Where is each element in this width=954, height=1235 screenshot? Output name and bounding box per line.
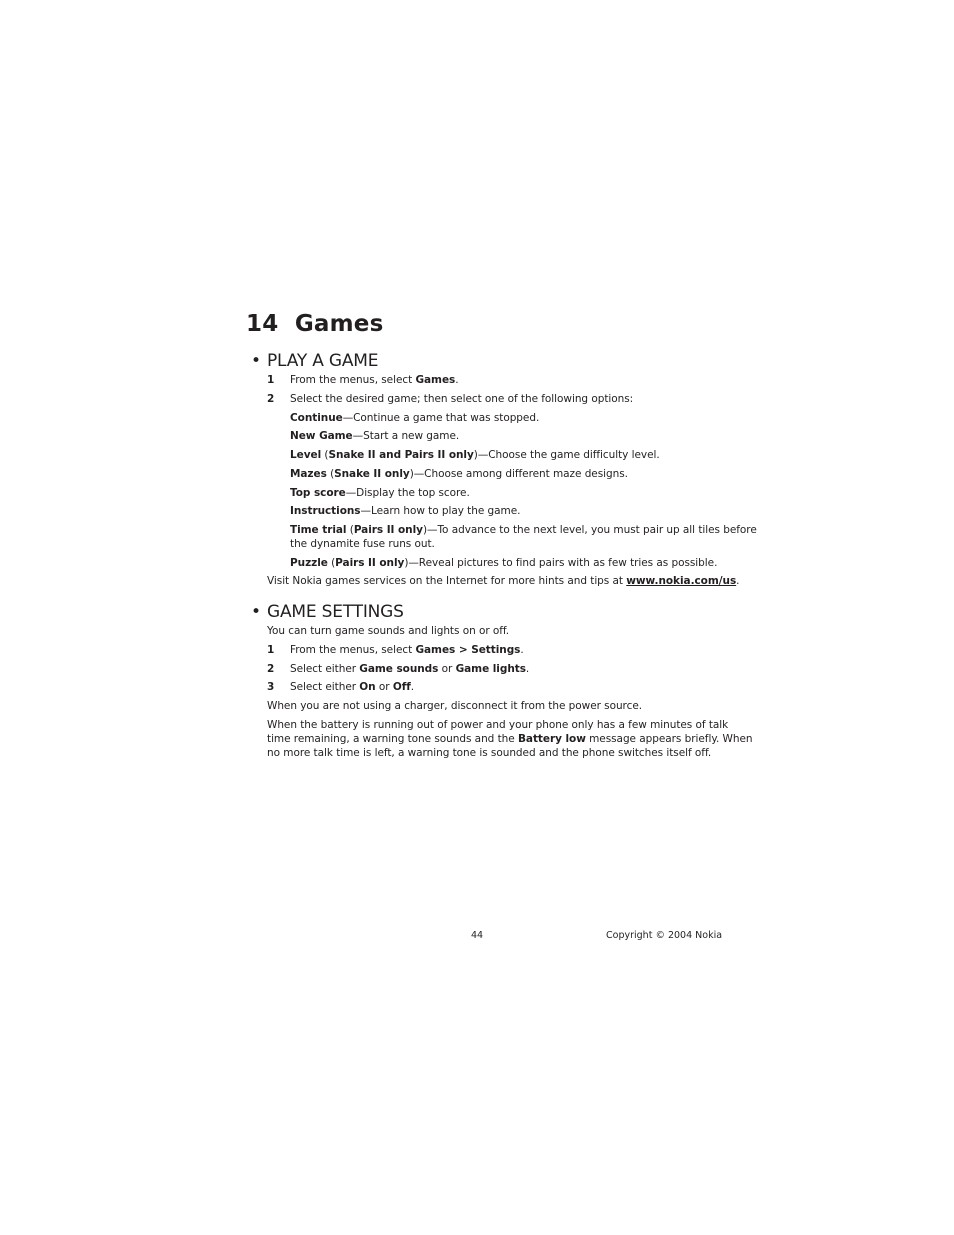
- option-continue: Continue—Continue a game that was stopped.: [290, 412, 540, 424]
- option-instructions: Instructions—Learn how to play the game.: [290, 505, 521, 517]
- section-heading-game-settings: [251, 601, 404, 623]
- option-new-game: New Game—Start a new game.: [290, 430, 460, 442]
- bullet: •: [251, 351, 261, 371]
- step-text: Select either Game sounds or Game lights.: [290, 663, 530, 675]
- battery-note-line: time remaining, a warning tone sounds and the Battery low message appears briefly. When: [267, 733, 753, 745]
- bullet: •: [251, 602, 261, 622]
- visit-nokia-text: Visit Nokia games services on the Internet for more hints and tips at www.nokia.com/us.: [267, 575, 740, 587]
- nokia-link[interactable]: www.nokia.com/us: [626, 575, 737, 587]
- option-level: Level (Snake II and Pairs II only)—Choose the game difficulty level.: [290, 449, 660, 461]
- page-number: 44: [471, 930, 484, 941]
- step-text: From the menus, select Games > Settings.: [290, 644, 524, 656]
- option-mazes: Mazes (Snake II only)—Choose among different maze designs.: [290, 468, 628, 480]
- step-number: 1: [267, 374, 275, 386]
- option-time-trial-continued: the dynamite fuse runs out.: [290, 538, 435, 550]
- chapter-name: Games: [294, 311, 384, 337]
- section-heading-play-a-game: [251, 350, 378, 372]
- chapter-title: [246, 309, 384, 339]
- chapter-number: 14: [246, 311, 279, 337]
- option-top-score: Top score—Display the top score.: [290, 487, 470, 499]
- charger-note: When you are not using a charger, disconnect it from the power source.: [267, 700, 643, 712]
- section-heading-text: GAME SETTINGS: [267, 602, 404, 622]
- step-number: 1: [267, 644, 275, 656]
- step-text: From the menus, select Games.: [290, 374, 459, 386]
- step-text: Select the desired game; then select one of the following options:: [290, 393, 634, 405]
- step-number: 2: [267, 663, 275, 675]
- copyright: Copyright © 2004 Nokia: [606, 930, 723, 941]
- step-number: 2: [267, 393, 275, 405]
- section-heading-text: PLAY A GAME: [267, 351, 379, 371]
- step-text: Select either On or Off.: [290, 681, 415, 693]
- option-puzzle: Puzzle (Pairs II only)—Reveal pictures to find pairs with as few tries as possible.: [290, 557, 718, 569]
- battery-note-line: no more talk time is left, a warning tone is sounded and the phone switches itself off.: [267, 747, 712, 759]
- step-number: 3: [267, 681, 275, 693]
- option-time-trial: Time trial (Pairs II only)—To advance to the next level, you must pair up all tiles before: [290, 524, 757, 536]
- settings-intro: You can turn game sounds and lights on or off.: [267, 625, 510, 637]
- battery-note-line: When the battery is running out of power and your phone only has a few minutes of talk: [267, 719, 729, 731]
